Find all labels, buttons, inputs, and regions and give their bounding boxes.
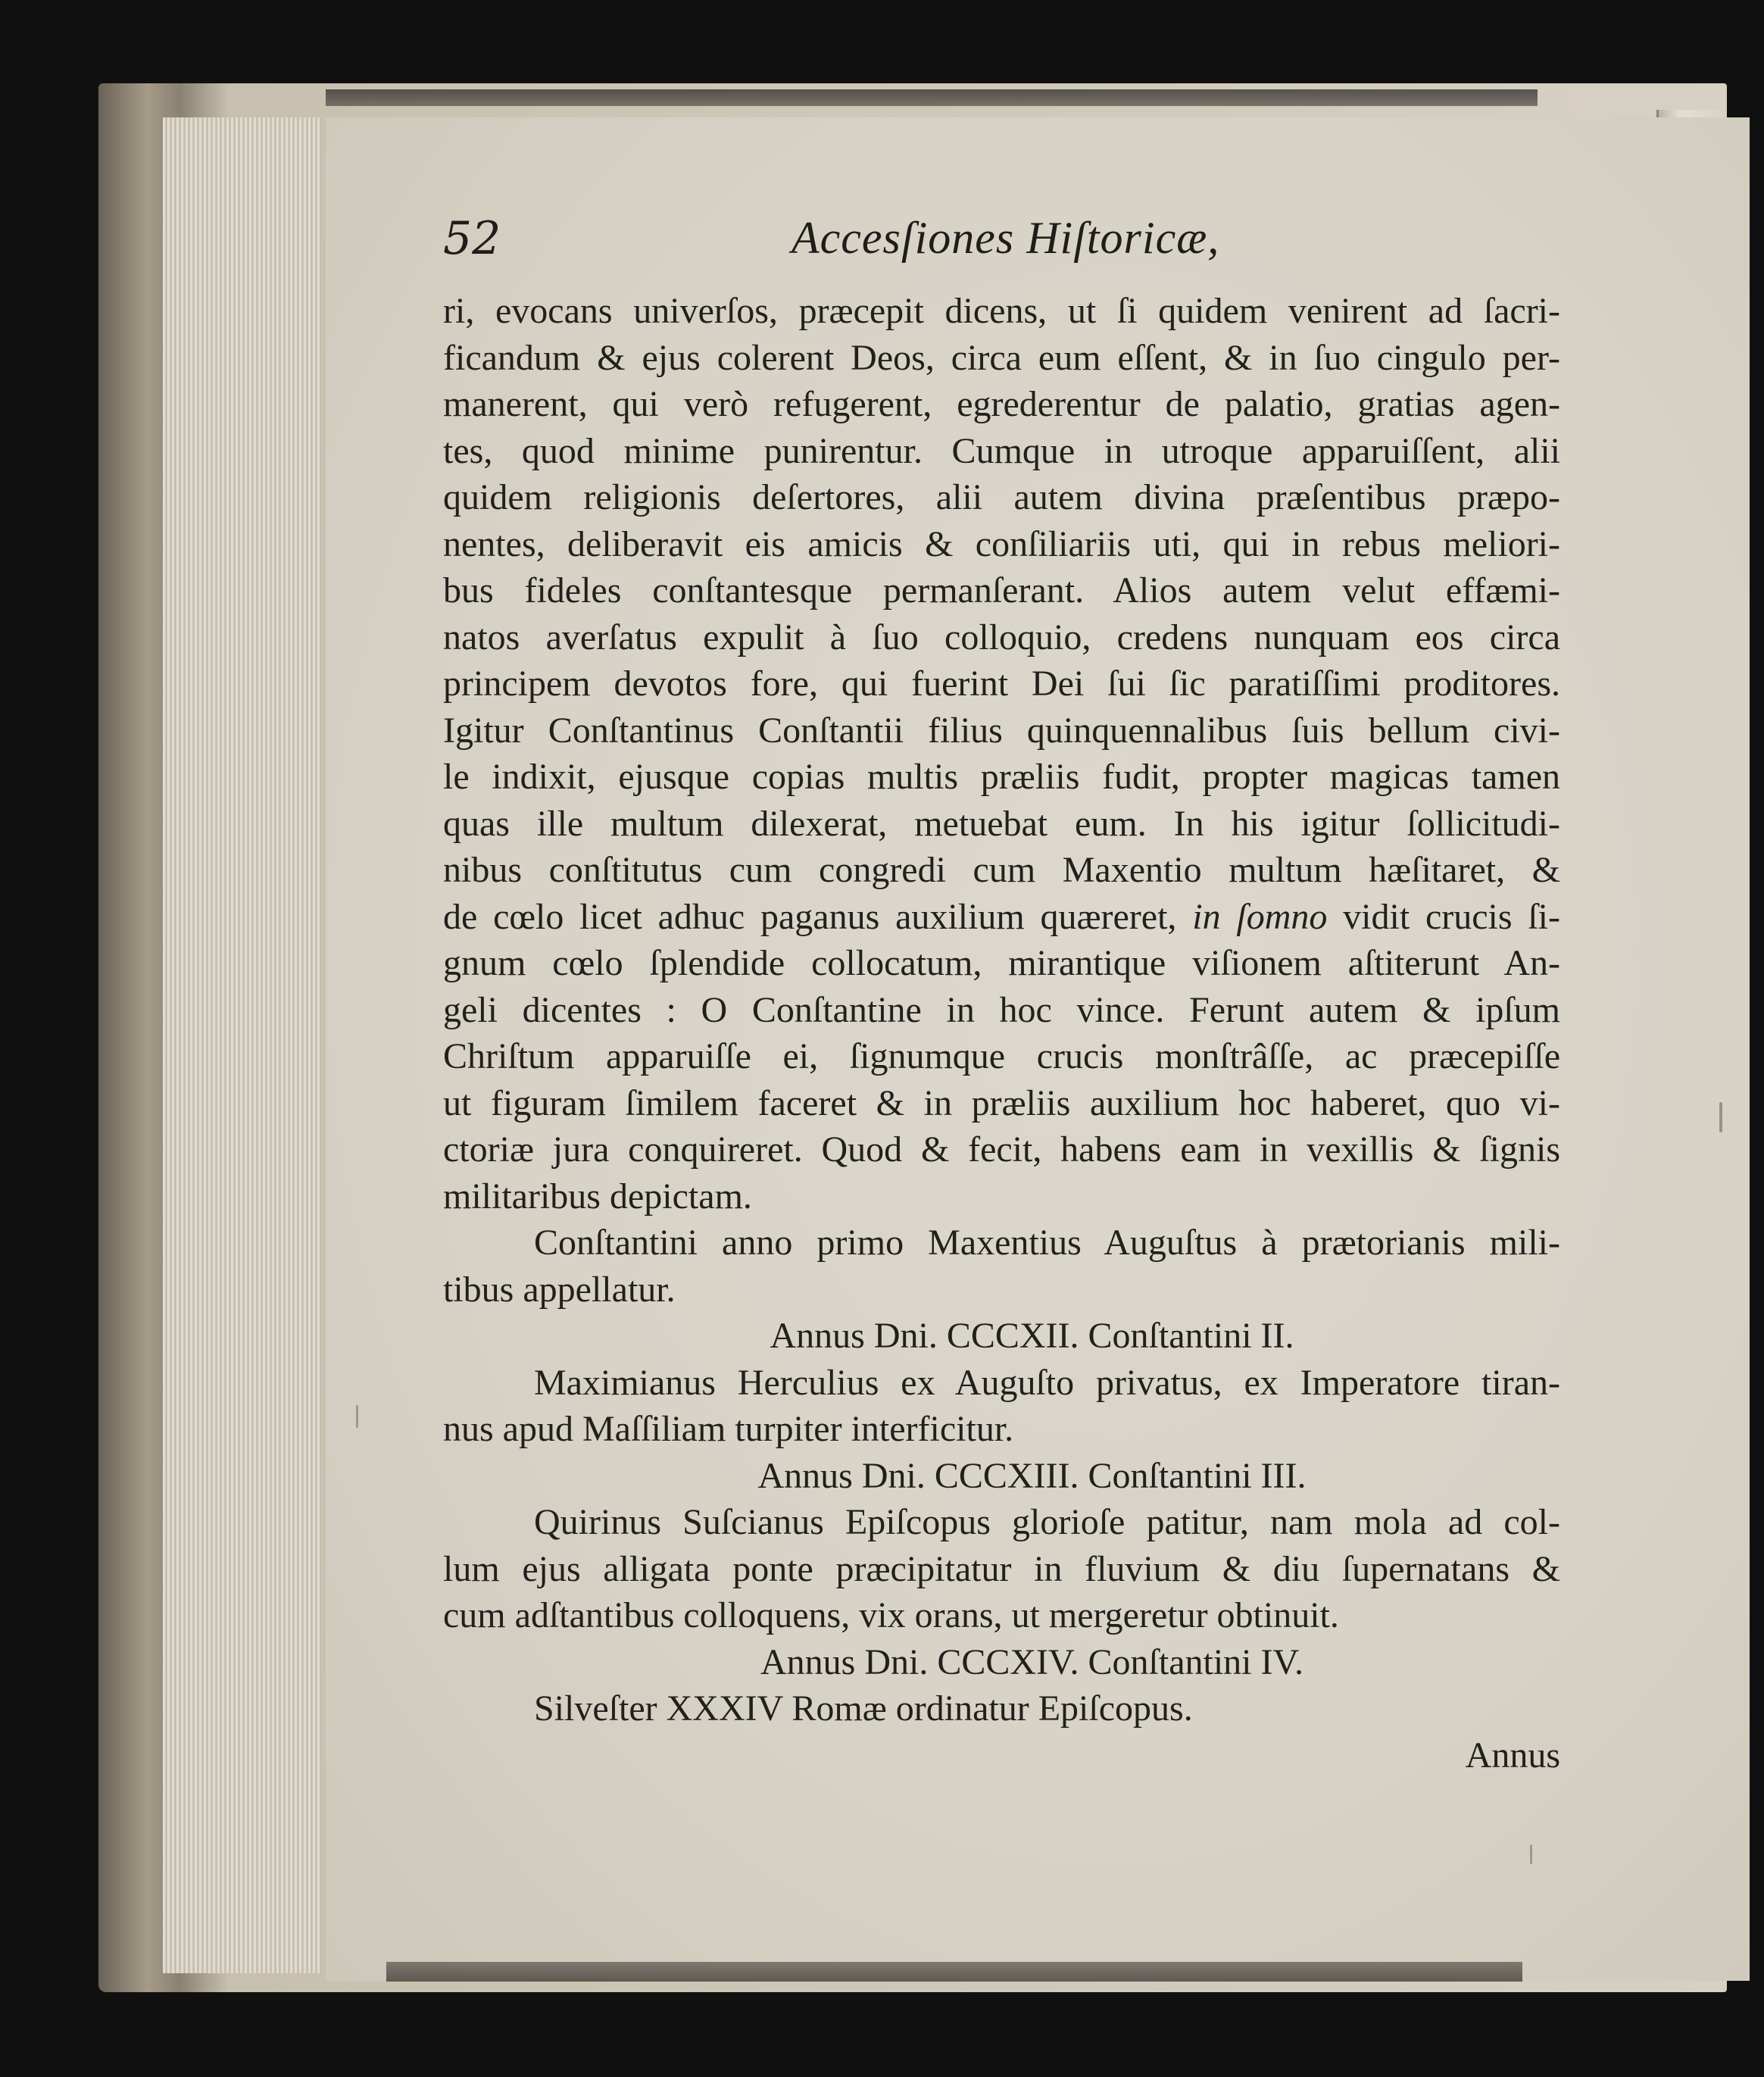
text-line: geli dicentes : O Conſtantine in hoc vince. Ferunt autem & ipſum [443,989,1560,1030]
text-line: tibus appellatur. [443,1269,676,1310]
book [98,83,1727,1992]
text-line: ut figuram ſimilem faceret & in præliis auxilium hoc haberet, quo vi- [443,1082,1560,1123]
paper-speck [356,1405,358,1428]
running-head: Accesſiones Hiſtoricæ, [791,213,1220,263]
text-line: cum adſtantibus colloquens, vix orans, ut mergeretur obtinuit. [443,1595,1339,1635]
catchword: Annus [1465,1735,1560,1776]
text-line: Conſtantini anno primo Maxentius Auguſtus à prætorianis mili- [534,1223,1560,1263]
text-line: quas ille multum dilexerat, metuebat eum. In his igitur ſollicitudi- [443,803,1560,844]
page-edges [163,117,322,1973]
text-line: quidem religionis deſertores, alii autem divina præſentibus præpo- [443,477,1560,517]
text-line: Maximianus Herculius ex Auguſto privatus, ex Imperatore tiran- [534,1362,1560,1403]
page-number: 52 [443,212,501,265]
text-line: Silveſter XXXIV Romæ ordinatur Epiſcopus. [534,1688,1193,1729]
text-line: Chriſtum apparuiſſe ei, ſignumque crucis monſtrâſſe, ac præcepiſſe [443,1036,1560,1076]
text-block [443,288,1560,1779]
text-line: militaribus depictam. [443,1176,752,1217]
text-segment: vidit crucis ſi- [1327,896,1560,937]
text-line: nibus conſtitutus cum congredi cum Maxentio multum hæſitaret, & [443,850,1560,890]
text-line: nentes, deliberavit eis amicis & conſiliariis uti, qui in rebus meliori- [443,523,1560,564]
text-line: le indixit, ejusque copias multis præliis fudit, propter magicas tamen [443,757,1560,797]
text-line: ri, evocans univerſos, præcepit dicens, ut ſi quidem venirent ad ſacri- [443,291,1560,331]
year-heading: Annus Dni. CCCXIII. Conſtantini III. [757,1455,1307,1496]
text-line: ctoriæ jura conquireret. Quod & fecit, habens eam in vexillis & ſignis [443,1129,1560,1170]
page-header [326,212,1750,273]
text-line: lum ejus alligata ponte præcipitatur in fluvium & diu ſupernatans & [443,1548,1560,1589]
text-segment: de cœlo licet adhuc paganus auxilium quæreret, [443,896,1193,937]
text-line: tes, quod minime punirentur. Cumque in utroque apparuiſſent, alii [443,430,1560,471]
italic-phrase: in ſomno [1192,896,1328,937]
text-line: ficandum & ejus colerent Deos, circa eum eſſent, & in ſuo cingulo per- [443,337,1560,378]
year-heading: Annus Dni. CCCXIV. Conſtantini IV. [760,1641,1303,1682]
text-line: nus apud Maſſiliam turpiter interficitur. [443,1409,1014,1449]
text-line: Igitur Conſtantinus Conſtantii filius quinquennalibus ſuis bellum civi- [443,710,1560,751]
text-line: natos averſatus expulit à ſuo colloquio, credens nunquam eos circa [443,617,1560,657]
text-line: principem devotos fore, qui fuerint Dei ſui ſic paratiſſimi proditores. [443,664,1560,704]
page [326,117,1750,1981]
year-heading: Annus Dni. CCCXII. Conſtantini II. [770,1316,1294,1356]
text-line: Quirinus Suſcianus Epiſcopus glorioſe patitur, nam mola ad col- [534,1502,1560,1542]
text-line [443,894,1560,941]
text-line: manerent, qui verò refugerent, egrederentur de palatio, gratias agen- [443,384,1560,424]
paper-speck [1530,1844,1532,1864]
text-line: gnum cœlo ſplendide collocatum, mirantique viſionem aſtiterunt An- [443,943,1560,983]
text-line: bus fideles conſtantesque permanſerant. Alios autem velut effæmi- [443,570,1560,611]
paper-speck [1719,1102,1722,1132]
